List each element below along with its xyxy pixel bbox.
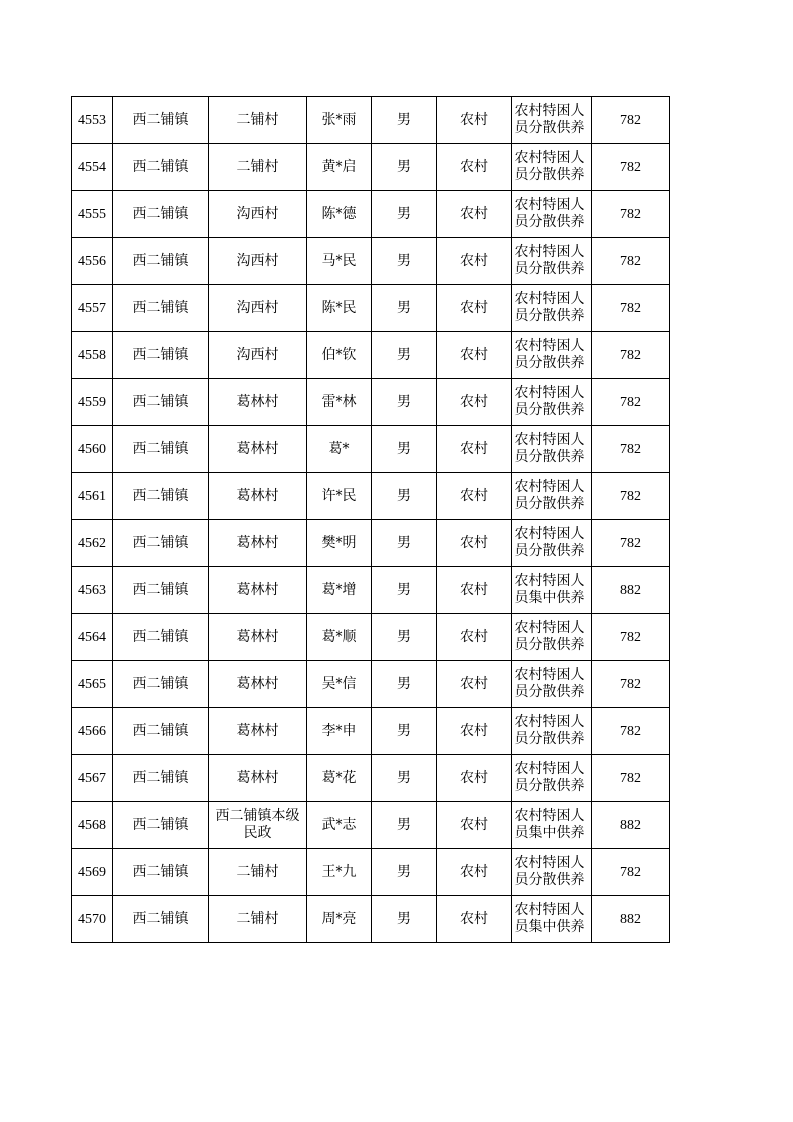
cell-serial-number: 4560 xyxy=(72,426,113,473)
cell-sex: 男 xyxy=(372,896,437,943)
cell-serial-number: 4566 xyxy=(72,708,113,755)
cell-village xyxy=(209,473,307,520)
cell-amount: 882 xyxy=(592,567,670,614)
cell-village xyxy=(209,802,307,849)
cell-village xyxy=(209,379,307,426)
cell-amount: 782 xyxy=(592,144,670,191)
cell-name: 黄*启 xyxy=(307,144,372,191)
cell-town: 西二铺镇 xyxy=(113,896,209,943)
cell-town: 西二铺镇 xyxy=(113,379,209,426)
village-text: 西二铺镇本级民政 xyxy=(215,808,300,841)
cell-sex: 男 xyxy=(372,238,437,285)
support-category-text: 农村特困人员分散供养 xyxy=(514,620,585,653)
village-text: 沟西村 xyxy=(236,346,279,363)
cell-name: 马*民 xyxy=(307,238,372,285)
support-category-text: 农村特困人员集中供养 xyxy=(514,808,585,841)
cell-support-category xyxy=(512,896,592,943)
cell-name: 陈*德 xyxy=(307,191,372,238)
support-category-text: 农村特困人员集中供养 xyxy=(514,573,585,606)
cell-town: 西二铺镇 xyxy=(113,238,209,285)
support-category-text: 农村特困人员集中供养 xyxy=(514,902,585,935)
cell-name: 吴*信 xyxy=(307,661,372,708)
cell-town: 西二铺镇 xyxy=(113,426,209,473)
cell-village xyxy=(209,97,307,144)
cell-sex: 男 xyxy=(372,708,437,755)
cell-support-category xyxy=(512,191,592,238)
cell-serial-number: 4567 xyxy=(72,755,113,802)
cell-serial-number: 4568 xyxy=(72,802,113,849)
cell-amount: 782 xyxy=(592,661,670,708)
cell-amount: 782 xyxy=(592,426,670,473)
cell-amount: 782 xyxy=(592,238,670,285)
table-row xyxy=(72,379,670,426)
cell-serial-number: 4569 xyxy=(72,849,113,896)
cell-serial-number: 4565 xyxy=(72,661,113,708)
table-row xyxy=(72,708,670,755)
table-row xyxy=(72,238,670,285)
cell-support-category xyxy=(512,144,592,191)
table-row xyxy=(72,473,670,520)
cell-name: 陈*民 xyxy=(307,285,372,332)
cell-town: 西二铺镇 xyxy=(113,520,209,567)
cell-household-type: 农村 xyxy=(437,755,512,802)
cell-sex: 男 xyxy=(372,285,437,332)
village-text: 葛林村 xyxy=(236,487,279,504)
cell-sex: 男 xyxy=(372,567,437,614)
table-row xyxy=(72,144,670,191)
support-category-text: 农村特困人员分散供养 xyxy=(514,197,585,230)
table-row xyxy=(72,614,670,661)
cell-household-type: 农村 xyxy=(437,708,512,755)
cell-sex: 男 xyxy=(372,332,437,379)
cell-town: 西二铺镇 xyxy=(113,802,209,849)
cell-amount: 782 xyxy=(592,708,670,755)
table-row xyxy=(72,755,670,802)
cell-sex: 男 xyxy=(372,473,437,520)
roster-table-body xyxy=(72,97,670,943)
cell-household-type: 农村 xyxy=(437,426,512,473)
cell-household-type: 农村 xyxy=(437,97,512,144)
village-text: 沟西村 xyxy=(236,299,279,316)
cell-village xyxy=(209,426,307,473)
cell-amount: 782 xyxy=(592,97,670,144)
cell-village xyxy=(209,755,307,802)
cell-household-type: 农村 xyxy=(437,802,512,849)
cell-sex: 男 xyxy=(372,661,437,708)
support-category-text: 农村特困人员分散供养 xyxy=(514,667,585,700)
cell-support-category xyxy=(512,332,592,379)
support-category-text: 农村特困人员分散供养 xyxy=(514,479,585,512)
cell-name: 武*志 xyxy=(307,802,372,849)
cell-amount: 782 xyxy=(592,614,670,661)
village-text: 葛林村 xyxy=(236,769,279,786)
village-text: 葛林村 xyxy=(236,628,279,645)
cell-name: 葛* xyxy=(307,426,372,473)
cell-town: 西二铺镇 xyxy=(113,144,209,191)
cell-amount: 882 xyxy=(592,896,670,943)
cell-serial-number: 4563 xyxy=(72,567,113,614)
table-row xyxy=(72,285,670,332)
village-text: 葛林村 xyxy=(236,722,279,739)
cell-serial-number: 4557 xyxy=(72,285,113,332)
cell-serial-number: 4556 xyxy=(72,238,113,285)
cell-town: 西二铺镇 xyxy=(113,567,209,614)
support-category-text: 农村特困人员分散供养 xyxy=(514,338,585,371)
cell-village xyxy=(209,849,307,896)
cell-amount: 782 xyxy=(592,520,670,567)
cell-household-type: 农村 xyxy=(437,896,512,943)
cell-name: 雷*林 xyxy=(307,379,372,426)
cell-name: 张*雨 xyxy=(307,97,372,144)
village-text: 二铺村 xyxy=(236,910,279,927)
cell-serial-number: 4554 xyxy=(72,144,113,191)
support-category-text: 农村特困人员分散供养 xyxy=(514,385,585,418)
cell-support-category xyxy=(512,661,592,708)
cell-sex: 男 xyxy=(372,379,437,426)
cell-support-category xyxy=(512,379,592,426)
cell-name: 李*申 xyxy=(307,708,372,755)
village-text: 葛林村 xyxy=(236,581,279,598)
village-text: 葛林村 xyxy=(236,675,279,692)
table-row xyxy=(72,567,670,614)
cell-support-category xyxy=(512,520,592,567)
cell-town: 西二铺镇 xyxy=(113,285,209,332)
cell-village xyxy=(209,238,307,285)
cell-village xyxy=(209,896,307,943)
cell-village xyxy=(209,661,307,708)
cell-village xyxy=(209,191,307,238)
roster-table xyxy=(71,96,670,943)
support-category-text: 农村特困人员分散供养 xyxy=(514,714,585,747)
cell-support-category xyxy=(512,614,592,661)
cell-town: 西二铺镇 xyxy=(113,191,209,238)
cell-support-category xyxy=(512,567,592,614)
village-text: 二铺村 xyxy=(236,158,279,175)
table-row xyxy=(72,426,670,473)
cell-amount: 782 xyxy=(592,379,670,426)
cell-village xyxy=(209,567,307,614)
roster-table-container xyxy=(71,96,670,943)
cell-town: 西二铺镇 xyxy=(113,473,209,520)
cell-town: 西二铺镇 xyxy=(113,849,209,896)
cell-household-type: 农村 xyxy=(437,285,512,332)
cell-name: 葛*增 xyxy=(307,567,372,614)
cell-amount: 782 xyxy=(592,473,670,520)
table-row xyxy=(72,661,670,708)
table-row xyxy=(72,520,670,567)
village-text: 二铺村 xyxy=(236,863,279,880)
cell-sex: 男 xyxy=(372,97,437,144)
support-category-text: 农村特困人员分散供养 xyxy=(514,244,585,277)
cell-household-type: 农村 xyxy=(437,379,512,426)
support-category-text: 农村特困人员分散供养 xyxy=(514,432,585,465)
cell-village xyxy=(209,520,307,567)
table-row xyxy=(72,191,670,238)
cell-name: 王*九 xyxy=(307,849,372,896)
cell-amount: 782 xyxy=(592,332,670,379)
cell-sex: 男 xyxy=(372,520,437,567)
table-row xyxy=(72,802,670,849)
cell-village xyxy=(209,144,307,191)
cell-sex: 男 xyxy=(372,614,437,661)
support-category-text: 农村特困人员分散供养 xyxy=(514,855,585,888)
cell-sex: 男 xyxy=(372,426,437,473)
cell-support-category xyxy=(512,708,592,755)
cell-household-type: 农村 xyxy=(437,144,512,191)
cell-support-category xyxy=(512,97,592,144)
village-text: 沟西村 xyxy=(236,252,279,269)
cell-household-type: 农村 xyxy=(437,332,512,379)
village-text: 二铺村 xyxy=(236,111,279,128)
cell-serial-number: 4555 xyxy=(72,191,113,238)
cell-household-type: 农村 xyxy=(437,567,512,614)
cell-town: 西二铺镇 xyxy=(113,332,209,379)
cell-serial-number: 4558 xyxy=(72,332,113,379)
cell-town: 西二铺镇 xyxy=(113,708,209,755)
cell-serial-number: 4570 xyxy=(72,896,113,943)
cell-serial-number: 4562 xyxy=(72,520,113,567)
cell-village xyxy=(209,285,307,332)
cell-household-type: 农村 xyxy=(437,238,512,285)
cell-serial-number: 4559 xyxy=(72,379,113,426)
support-category-text: 农村特困人员分散供养 xyxy=(514,761,585,794)
cell-amount: 782 xyxy=(592,849,670,896)
table-row xyxy=(72,849,670,896)
village-text: 葛林村 xyxy=(236,393,279,410)
cell-name: 许*民 xyxy=(307,473,372,520)
table-row xyxy=(72,896,670,943)
cell-support-category xyxy=(512,755,592,802)
cell-name: 葛*顺 xyxy=(307,614,372,661)
village-text: 沟西村 xyxy=(236,205,279,222)
cell-amount: 882 xyxy=(592,802,670,849)
cell-village xyxy=(209,614,307,661)
cell-town: 西二铺镇 xyxy=(113,97,209,144)
cell-household-type: 农村 xyxy=(437,614,512,661)
cell-town: 西二铺镇 xyxy=(113,755,209,802)
cell-sex: 男 xyxy=(372,755,437,802)
cell-village xyxy=(209,708,307,755)
support-category-text: 农村特困人员分散供养 xyxy=(514,103,585,136)
cell-amount: 782 xyxy=(592,755,670,802)
cell-amount: 782 xyxy=(592,191,670,238)
cell-sex: 男 xyxy=(372,144,437,191)
support-category-text: 农村特困人员分散供养 xyxy=(514,150,585,183)
cell-household-type: 农村 xyxy=(437,191,512,238)
table-row xyxy=(72,97,670,144)
cell-name: 葛*花 xyxy=(307,755,372,802)
cell-town: 西二铺镇 xyxy=(113,614,209,661)
cell-support-category xyxy=(512,802,592,849)
support-category-text: 农村特困人员分散供养 xyxy=(514,291,585,324)
cell-town: 西二铺镇 xyxy=(113,661,209,708)
table-row xyxy=(72,332,670,379)
cell-support-category xyxy=(512,426,592,473)
cell-serial-number: 4553 xyxy=(72,97,113,144)
support-category-text: 农村特困人员分散供养 xyxy=(514,526,585,559)
cell-sex: 男 xyxy=(372,191,437,238)
cell-household-type: 农村 xyxy=(437,849,512,896)
cell-sex: 男 xyxy=(372,849,437,896)
cell-sex: 男 xyxy=(372,802,437,849)
cell-serial-number: 4564 xyxy=(72,614,113,661)
cell-name: 樊*明 xyxy=(307,520,372,567)
cell-support-category xyxy=(512,238,592,285)
cell-household-type: 农村 xyxy=(437,661,512,708)
cell-household-type: 农村 xyxy=(437,520,512,567)
cell-village xyxy=(209,332,307,379)
village-text: 葛林村 xyxy=(236,534,279,551)
cell-support-category xyxy=(512,285,592,332)
cell-household-type: 农村 xyxy=(437,473,512,520)
cell-serial-number: 4561 xyxy=(72,473,113,520)
cell-amount: 782 xyxy=(592,285,670,332)
cell-name: 周*亮 xyxy=(307,896,372,943)
cell-support-category xyxy=(512,849,592,896)
cell-name: 伯*钦 xyxy=(307,332,372,379)
cell-support-category xyxy=(512,473,592,520)
village-text: 葛林村 xyxy=(236,440,279,457)
